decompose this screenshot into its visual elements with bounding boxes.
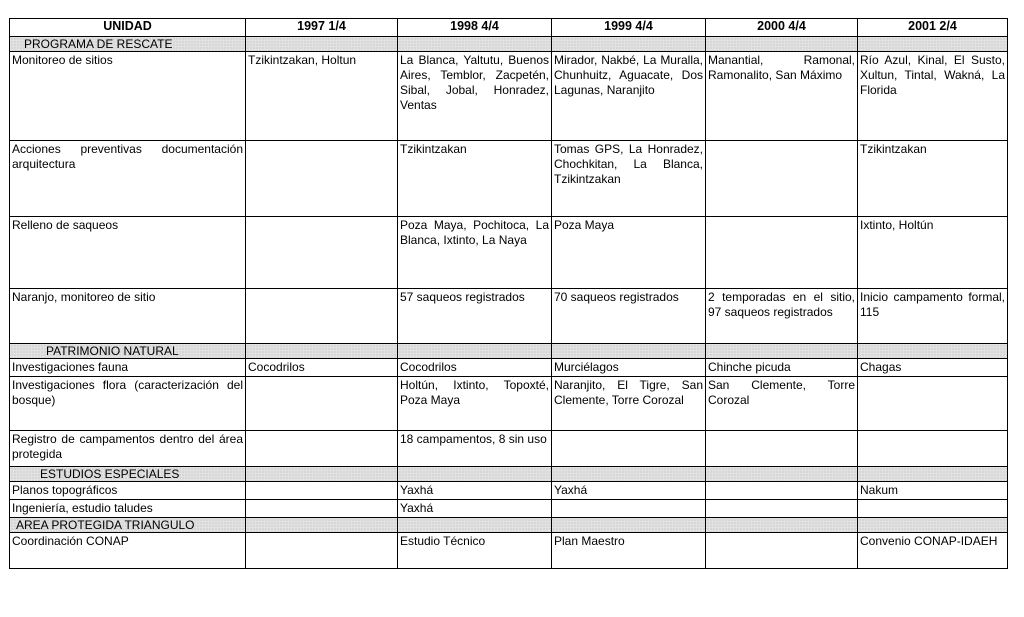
table-cell (246, 431, 398, 467)
table-cell (246, 533, 398, 569)
table-cell: Tomas GPS, La Honradez, Chochkitan, La Blanca, Tzikintzakan (552, 141, 706, 217)
section-row (10, 37, 1008, 52)
section-title: ESTUDIOS ESPECIALES (10, 467, 246, 482)
table-cell: Naranjito, El Tigre, San Clemente, Torre Corozal (552, 377, 706, 431)
table-cell: 18 campamentos, 8 sin uso (398, 431, 552, 467)
table-cell (706, 482, 858, 500)
table-cell (858, 431, 1008, 467)
row-label: Ingeniería, estudio taludes (10, 500, 246, 518)
row-label: Coordinación CONAP (10, 533, 246, 569)
table-cell: Convenio CONAP-IDAEH (858, 533, 1008, 569)
table-cell (246, 377, 398, 431)
table-cell: Mirador, Nakbé, La Muralla, Chunhuitz, Aguacate, Dos Lagunas, Naranjito (552, 52, 706, 141)
table-cell (246, 289, 398, 344)
table-cell: Nakum (858, 482, 1008, 500)
table-cell (706, 217, 858, 289)
table-cell: Cocodrilos (246, 359, 398, 377)
table-row (10, 377, 1008, 431)
table-cell: 57 saqueos registrados (398, 289, 552, 344)
table-cell (246, 217, 398, 289)
table-row (10, 482, 1008, 500)
row-label: Monitoreo de sitios (10, 52, 246, 141)
table-cell: 70 saqueos registrados (552, 289, 706, 344)
header-2000: 2000 4/4 (706, 19, 858, 37)
table-cell (246, 482, 398, 500)
row-label: Naranjo, monitoreo de sitio (10, 289, 246, 344)
table-row (10, 289, 1008, 344)
section-row (10, 467, 1008, 482)
table-cell: Chagas (858, 359, 1008, 377)
table-cell (552, 431, 706, 467)
table-cell: Holtún, Ixtinto, Topoxté, Poza Maya (398, 377, 552, 431)
table-cell: Yaxhá (398, 500, 552, 518)
header-1999: 1999 4/4 (552, 19, 706, 37)
table-cell (552, 500, 706, 518)
table-cell: Ixtinto, Holtún (858, 217, 1008, 289)
table-cell (858, 377, 1008, 431)
table-cell: Manantial, Ramonal, Ramonalito, San Máximo (706, 52, 858, 141)
section-row (10, 518, 1008, 533)
table-row (10, 533, 1008, 569)
row-label: Investigaciones fauna (10, 359, 246, 377)
section-title: PROGRAMA DE RESCATE (10, 37, 246, 52)
row-label: Registro de campamentos dentro del área protegida (10, 431, 246, 467)
table-cell: Murciélagos (552, 359, 706, 377)
row-label: Relleno de saqueos (10, 217, 246, 289)
table-cell: Cocodrilos (398, 359, 552, 377)
table-row (10, 431, 1008, 467)
table-cell: La Blanca, Yaltutu, Buenos Aires, Temblor, Zacpetén, Sibal, Jobal, Honradez, Ventas (398, 52, 552, 141)
section-row (10, 344, 1008, 359)
table-cell (706, 141, 858, 217)
table-cell: Yaxhá (398, 482, 552, 500)
section-title: PATRIMONIO NATURAL (10, 344, 246, 359)
row-label: Acciones preventivas documentación arquitectura (10, 141, 246, 217)
table-cell: Poza Maya (552, 217, 706, 289)
report-table (9, 18, 1008, 569)
table-cell: Inicio campamento formal, 115 (858, 289, 1008, 344)
table-cell (246, 141, 398, 217)
table-cell (858, 500, 1008, 518)
table-row (10, 500, 1008, 518)
table-row (10, 52, 1008, 141)
table-row (10, 141, 1008, 217)
table-cell: Poza Maya, Pochitoca, La Blanca, Ixtinto, La Naya (398, 217, 552, 289)
table-cell: San Clemente, Torre Corozal (706, 377, 858, 431)
table-cell (706, 431, 858, 467)
header-row (10, 19, 1008, 37)
header-2001: 2001 2/4 (858, 19, 1008, 37)
table-cell: Yaxhá (552, 482, 706, 500)
header-1998: 1998 4/4 (398, 19, 552, 37)
row-label: Investigaciones flora (caracterización del bosque) (10, 377, 246, 431)
table-cell: Tzikintzakan (398, 141, 552, 217)
table-cell: Plan Maestro (552, 533, 706, 569)
header-unidad: UNIDAD (10, 19, 246, 37)
table-cell: Chinche picuda (706, 359, 858, 377)
header-1997: 1997 1/4 (246, 19, 398, 37)
table-row (10, 359, 1008, 377)
table-cell (706, 500, 858, 518)
table-cell: Tzikintzakan (858, 141, 1008, 217)
table-cell (246, 500, 398, 518)
section-title: AREA PROTEGIDA TRIANGULO (10, 518, 246, 533)
table-cell: Estudio Técnico (398, 533, 552, 569)
table-cell: Tzikintzakan, Holtun (246, 52, 398, 141)
table-row (10, 217, 1008, 289)
table-cell (706, 533, 858, 569)
table-cell: 2 temporadas en el sitio, 97 saqueos registrados (706, 289, 858, 344)
row-label: Planos topográficos (10, 482, 246, 500)
table-cell: Río Azul, Kinal, El Susto, Xultun, Tintal, Wakná, La Florida (858, 52, 1008, 141)
